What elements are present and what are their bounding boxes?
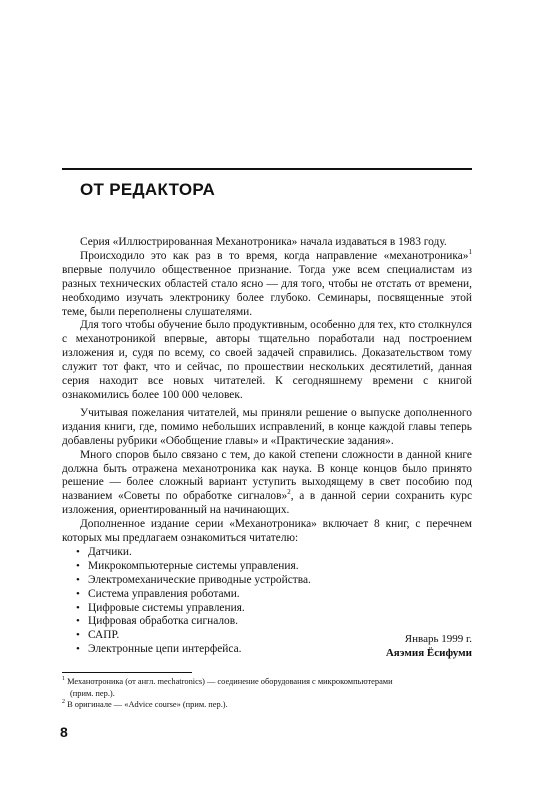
list-item-label: Датчики. bbox=[88, 545, 132, 558]
paragraph-3: Для того чтобы обучение было продуктивным, особенно для тех, кто столкнулся с механотроникой впервые, авторы тщательно поработали над построением изложения и, судя по всему, со своей задачей справились. Доказательством тому служит тот факт, что и сейчас, по прошествии нескольких десятилетий, данная серия находит все новых читателей. К сегодняшнему времени с книгой ознакомились более 100 000 человек. bbox=[62, 319, 472, 401]
paragraph-4: Учитывая пожелания читателей, мы приняли решение о выпуске дополненного издания книги, где, помимо небольших исправлений, в конце каждой главы теперь добавлены рубрики «Обобщение главы» и «Практические задания». bbox=[62, 406, 472, 447]
paragraph-1: Серия «Иллюстрированная Механотроника» начала издаваться в 1983 году. bbox=[80, 236, 447, 248]
footnote-1-text: Механотроника (от англ. mechatronics) — соединение оборудования с микрокомпьютерами bbox=[65, 677, 393, 686]
bullet-icon: • bbox=[76, 615, 80, 628]
list-item-label: Электромеханические приводные устройства. bbox=[88, 573, 311, 586]
signature-author: Аяэмия Ёсифуми bbox=[385, 647, 472, 659]
bullet-icon: • bbox=[76, 601, 80, 614]
paragraph-2 bbox=[62, 250, 472, 320]
chapter-title: ОТ РЕДАКТОРА bbox=[80, 180, 216, 199]
footnote-1-continuation: (прим. пер.). bbox=[70, 688, 115, 698]
list-item-label: Микрокомпьютерные системы управления. bbox=[88, 559, 299, 572]
paragraph-6: Дополненное издание серии «Механотроника» включает 8 книг, с перечнем которых мы предлагаем ознакомиться читателю: bbox=[62, 518, 472, 545]
footnote-rule bbox=[62, 672, 192, 673]
paragraph-5-start: Много споров было связано с тем, до какой степени сложности в данной книге должна быть отражена механотроника как наука. В конце концов было принято решение — более сложный вариант уступить выходящему в свет пособию под названием «Советы по обработке сигналов» bbox=[62, 448, 472, 503]
list-item bbox=[76, 602, 472, 616]
signature-date: Январь 1999 г. bbox=[404, 633, 472, 645]
footnote-2-number: 2 bbox=[62, 699, 65, 706]
list-item bbox=[76, 615, 472, 629]
list-item bbox=[76, 588, 472, 602]
list-item-label: Система управления роботами. bbox=[88, 587, 240, 600]
paragraph-2-end: впервые получило общественное признание. Тогда уже всем специалистам из разных технических областей стало ясно — для того, чтобы не отстать от времени, необходимо изучать электронику более глубоко. Семинары, посвященные этой теме, были переполнены слушателями. bbox=[62, 263, 472, 318]
title-rule bbox=[62, 168, 472, 170]
list-item-label: САПР. bbox=[88, 629, 120, 642]
list-item-label: Электронные цепи интерфейса. bbox=[88, 643, 242, 656]
bullet-icon: • bbox=[76, 643, 80, 656]
footnote-2 bbox=[62, 699, 472, 711]
paragraph-5 bbox=[62, 449, 472, 519]
footnote-1 bbox=[62, 676, 472, 688]
paragraph-5-end: , а в данной серии сохранить курс изложения, ориентированный на начинающих. bbox=[62, 490, 473, 517]
list-item bbox=[76, 560, 472, 574]
footnote-ref-1: 1 bbox=[468, 248, 472, 257]
list-item bbox=[76, 546, 472, 560]
footnote-ref-2: 2 bbox=[287, 488, 291, 497]
list-item-label: Цифровые системы управления. bbox=[88, 601, 245, 614]
bullet-icon: • bbox=[76, 559, 80, 572]
footnotes bbox=[62, 676, 472, 711]
paragraph-2-start: Происходило это как раз в то время, когда направление «механотроника» bbox=[80, 249, 469, 262]
bullet-icon: • bbox=[76, 629, 80, 642]
list-item-label: Цифровая обработка сигналов. bbox=[88, 615, 238, 628]
footnote-1-number: 1 bbox=[62, 676, 65, 683]
body-text bbox=[62, 236, 472, 657]
bullet-icon: • bbox=[76, 573, 80, 586]
signature-block bbox=[0, 632, 472, 660]
list-item bbox=[76, 574, 472, 588]
page-number: 8 bbox=[60, 724, 68, 740]
footnote-2-text: В оригинале — «Advice course» (прим. пер.). bbox=[65, 700, 228, 709]
bullet-icon: • bbox=[76, 545, 80, 558]
bullet-icon: • bbox=[76, 587, 80, 600]
